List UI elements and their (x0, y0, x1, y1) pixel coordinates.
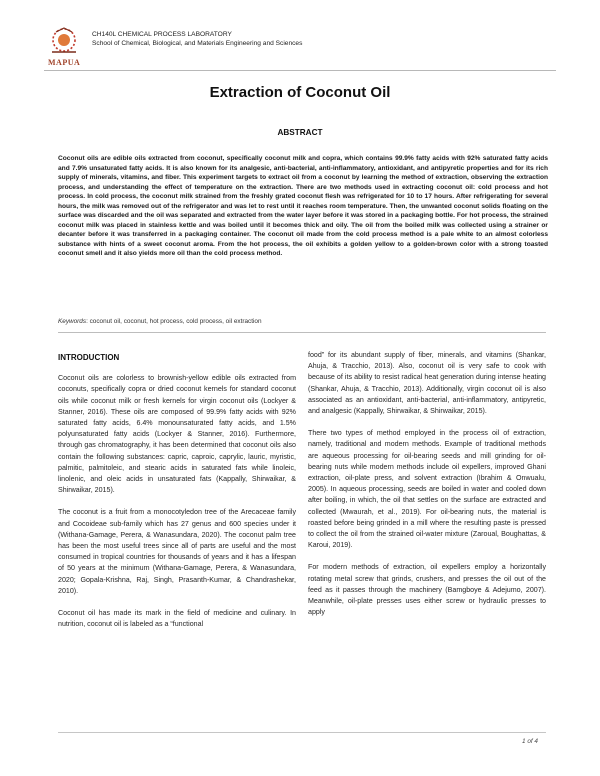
intro-paragraph: The coconut is a fruit from a monocotyledon tree of the Arecaceae family and Cocoideae sub-family which has 27 genus and 600 species under it (Withana-Gamage, Perera, & Wanasundara, 2020). The coconut palm tree has been the most useful trees since all of parts are useful and the most consumed in tropical countries for thousands of years and it has a lifespan of 50 years at the minimum (Withana-Gamage, Perera, & Wanasundara, 2020; Gopala-Krishna, Raj, Singh, Prasanth-Kumar, & Chandrashekar, 2010). (58, 508, 296, 595)
page-number: 1 of 4 (522, 738, 538, 745)
left-column (58, 352, 296, 641)
university-logo (44, 26, 88, 70)
paper-title: Extraction of Coconut Oil (209, 84, 391, 101)
logo-wordmark: MAPUA (48, 58, 81, 67)
logo-emblem-icon (44, 26, 88, 60)
school-name: School of Chemical, Biological, and Materials Engineering and Sciences (92, 40, 303, 47)
intro-paragraph: Coconut oils are colorless to brownish-yellow edible oils extracted from coconuts, specifically copra or dried coconut kernels for standard coconut oils while coconut milk or fresh kernels for virgin coconut oils (Lockyer & Stanner, 2016). These oils are composed of 99.9% fatty acids with 92% saturated fatty acids, 6.4% monounsaturated fatty acids, and 1.5% polyunsaturated fatty acids (Lockyer & Stanner, 2016). Furthermore, through gas chromatography, it has been determined that coconut oils also contain the following substances: capric, caproic, caprylic, lauric, myristic, palmitic, palmitoleic, and stearic acids in saturated fats while linoleic, linolenic, and oleic acids in unsaturated fats (Kappally, Shirwaikar, & Shirwaikar, 2015). (58, 374, 296, 495)
page-header (44, 26, 564, 70)
footer-divider (58, 732, 546, 733)
introduction-heading: INTRODUCTION (58, 353, 120, 362)
intro-paragraph: There two types of method employed in the process oil of extraction, namely, traditional and modern methods. Example of traditional methods are aqueous processing for oil-bearing seeds and mill grinding for oil-bearing nuts while modern methods include oil expellers, improved Ghani extraction, oil-plate press, and solvent extraction (Ibrahim & Onwualu, 2005). In aqueous processing, seeds are boiled in water and cooled down after boiling, in which, the oil that settles on the surface are extracted and collected (Mwaurah, et al., 2019). For oil-bearing nuts, the material is roasted before being grinded in a mill where the resulting paste is pressed to collect the oil from the strained oil-water mixture (Zaroual, Boughattas, & Karoui, 2019). (308, 429, 546, 550)
intro-paragraph: Coconut oil has made its mark in the field of medicine and culinary. In nutrition, coconut oil is labeled as a “functional (58, 609, 296, 629)
keywords-label: Keywords (58, 318, 87, 325)
right-column (308, 350, 546, 629)
header-divider (44, 70, 556, 71)
course-name: CH140L CHEMICAL PROCESS LABORATORY (92, 31, 232, 38)
intro-paragraph: For modern methods of extraction, oil expellers employ a horizontally rotating metal screw that grinds, crushers, and presses the oil out of the feed as it passes through the machinery (Bamgboye & Adejumo, 2007). Meanwhile, oil-plate presses uses either screw or hydraulic presses to apply (308, 563, 546, 617)
abstract-heading: ABSTRACT (277, 128, 323, 137)
intro-paragraph: food” for its abundant supply of fiber, minerals, and vitamins (Shankar, Ahuja, & Tracchio, 2013). Also, coconut oil is very safe to cook with because of its ability to resist radical heat generation during intense heating (Shankar, Ahuja, & Tracchio, 2013). Additionally, virgin coconut oil is also associated as an antioxidant, anti-bacterial, anti-inflammatory, antipyretic, and analgesic (Kappally, Shirwaikar, & Shirwaikar, 2015). (308, 351, 546, 416)
keywords-text: : coconut oil, coconut, hot process, cold process, oil extraction (86, 318, 262, 325)
keywords (58, 318, 548, 325)
section-divider (58, 332, 546, 333)
abstract-body: Coconut oils are edible oils extracted from coconut, specifically coconut milk and copra, which contains 99.9% fatty acids with 92% saturated fatty acids and 7.9% unsaturated fatty acids. It is also known for its analgesic, anti-bacterial, anti-inflammatory, antioxidant, and antipyretic properties and for its rich supply of minerals, vitamins, and fiber. This experiment targets to extract oil from a coconut by learning the method of extraction, observing the extraction process, and understanding the effect of temperature on the extraction. There are two methods used in extracting coconut oil: cold process and hot process. In cold process, the coconut milk strained from the freshly grated coconut flesh was refrigerated for 10 to 17 hours. After refrigerating for several hours, the milk was removed out of the refrigerator and was let to rest until it reaches room temperature. Then, the unwanted coconut solids floating on the surface was discarded and the oil was separated and extracted from the water layer before it was stored in a packaging bottle. For hot process, the strained coconut milk was placed in stainless kettle and was boiled until it becomes thick and oily. The oil from the boiled milk was collected using a strainer or decanter before it was transferred in a packaging container. The coconut oil made from the cold process method is a pale white to an almost colorless substance with hints of a sweet coconut aroma. From the hot process, the oil exhibits a golden yellow to a golden-brown color with a strong toasted coconut smell and it also yields more oil than the cold process method. (58, 155, 548, 257)
